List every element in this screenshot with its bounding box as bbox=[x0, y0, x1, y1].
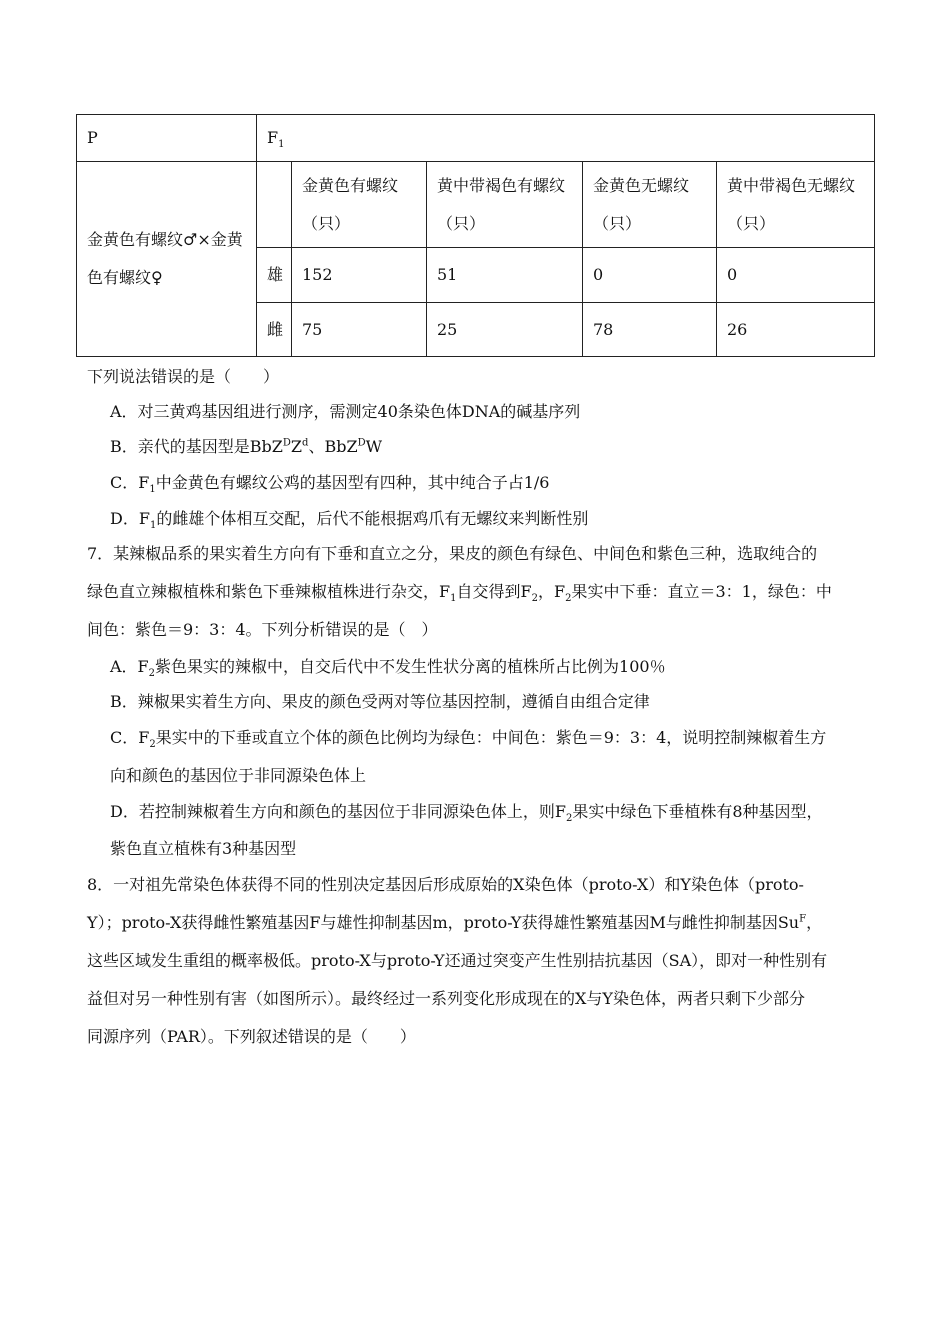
q7-text: 果实中下垂：直立＝3：1，绿色：中 bbox=[571, 582, 832, 601]
p-cross-cell bbox=[77, 162, 257, 357]
table-cell: 0 bbox=[583, 248, 717, 303]
q6-option-c bbox=[110, 470, 950, 496]
q6-stem: 下列说法错误的是（ ） bbox=[87, 367, 280, 386]
q6-d-text: D．F bbox=[110, 509, 150, 528]
table-cell: 152 bbox=[292, 248, 427, 303]
table-cell: 26 bbox=[717, 303, 875, 357]
f1-header-sub: 1 bbox=[278, 139, 285, 151]
q7-a-sub: 2 bbox=[148, 668, 156, 680]
table-cell: 25 bbox=[427, 303, 583, 357]
table-cell: 78 bbox=[583, 303, 717, 357]
table-cell: 51 bbox=[427, 248, 583, 303]
q7-option-c bbox=[110, 725, 950, 751]
q6-option-d bbox=[110, 506, 950, 532]
col-header-1: 金黄色有螺纹（只） bbox=[292, 162, 427, 248]
q6-option-a: A．对三黄鸡基因组进行测序，需测定40条染色体DNA的碱基序列 bbox=[110, 402, 581, 421]
q7-c-text: C．F bbox=[110, 728, 150, 747]
q7-c-text: 果实中的下垂或直立个体的颜色比例均为绿色：中间色：紫色＝9：3：4，说明控制辣椒着生方 bbox=[155, 728, 827, 747]
table-cell: 75 bbox=[292, 303, 427, 357]
col-header-4: 黄中带褐色无螺纹（只） bbox=[717, 162, 875, 248]
q6-b-sup: D bbox=[357, 437, 366, 449]
q7-d-text: D．若控制辣椒着生方向和颜色的基因位于非同源染色体上，则F bbox=[110, 802, 566, 821]
q6-d-sub: 1 bbox=[149, 520, 157, 532]
cross-result-table bbox=[76, 114, 875, 357]
p-header: P bbox=[87, 128, 98, 147]
q8-sup: F bbox=[799, 913, 807, 925]
col-header-2: 黄中带褐色有螺纹（只） bbox=[427, 162, 583, 248]
q7-sub: 1 bbox=[450, 593, 457, 605]
q7-option-d bbox=[110, 799, 950, 825]
p-header-cell bbox=[77, 115, 257, 162]
q7-line-1: 7．某辣椒品系的果实着生方向有下垂和直立之分，果皮的颜色有绿色、中间色和紫色三种，选取纯合的 bbox=[87, 544, 818, 563]
q6-b-sup: d bbox=[302, 437, 309, 449]
table-cell: 0 bbox=[717, 248, 875, 303]
q7-c-sub: 2 bbox=[149, 739, 156, 751]
q8-line-5: 同源序列（PAR）。下列叙述错误的是（ ） bbox=[87, 1027, 416, 1046]
q7-a-text: A．F bbox=[110, 657, 149, 676]
q8-text: Y）；proto-X获得雌性繁殖基因F与雄性抑制基因m，proto-Y获得雄性繁殖基因M与雌性抑制基因Su bbox=[87, 913, 800, 932]
f1-header: F bbox=[267, 128, 279, 147]
q7-sub: 2 bbox=[531, 593, 538, 605]
q7-option-a bbox=[110, 654, 950, 680]
q7-d-text: 果实中绿色下垂植株有8种基因型， bbox=[572, 802, 823, 821]
q7-sub: 2 bbox=[565, 593, 572, 605]
q8-text: ， bbox=[806, 913, 823, 932]
q7-text: 自交得到F bbox=[456, 582, 532, 601]
q6-option-b bbox=[110, 434, 950, 457]
q6-b-text: W bbox=[365, 437, 383, 456]
blank-corner-cell bbox=[257, 162, 292, 248]
q7-d-sub: 2 bbox=[565, 813, 573, 825]
q7-option-d-line-2: 紫色直立植株有3种基因型 bbox=[110, 839, 297, 858]
q8-line-1: 8．一对祖先常染色体获得不同的性别决定基因后形成原始的X染色体（proto-X）和Y染色体（proto- bbox=[87, 875, 804, 894]
q7-line-2 bbox=[87, 579, 950, 605]
q8-line-4: 益但对另一种性别有害（如图所示）。最终经过一系列变化形成现在的X与Y染色体，两者只剩下少部分 bbox=[87, 989, 805, 1008]
q6-b-text: B．亲代的基因型是BbZ bbox=[110, 437, 283, 456]
q8-line-3: 这些区域发生重组的概率极低。proto-X与proto-Y还通过突变产生性别拮抗基因（SA），即对一种性别有 bbox=[87, 951, 828, 970]
q6-c-sub: 1 bbox=[149, 484, 156, 496]
q6-b-text: Z bbox=[290, 437, 303, 456]
q7-a-text: 紫色果实的辣椒中，自交后代中不发生性状分离的植株所占比例为100％ bbox=[155, 657, 666, 676]
q6-b-sup: D bbox=[282, 437, 291, 449]
q6-d-text: 的雌雄个体相互交配，后代不能根据鸡爪有无螺纹来判断性别 bbox=[156, 509, 589, 528]
q8-line-2 bbox=[87, 910, 950, 933]
q7-line-3: 间色：紫色＝9：3：4。下列分析错误的是（ ） bbox=[87, 620, 438, 639]
p-cross-text: 金黄色有螺纹♂×金黄色有螺纹♀ bbox=[87, 230, 243, 287]
sex-cell-female: 雌 bbox=[257, 303, 292, 357]
q7-option-b: B．辣椒果实着生方向、果皮的颜色受两对等位基因控制，遵循自由组合定律 bbox=[110, 692, 650, 711]
q7-text: ，F bbox=[537, 582, 566, 601]
q7-option-c-line-2: 向和颜色的基因位于非同源染色体上 bbox=[110, 766, 367, 785]
sex-cell-male: 雄 bbox=[257, 248, 292, 303]
q6-c-text: 中金黄色有螺纹公鸡的基因型有四种，其中纯合子占1/6 bbox=[155, 473, 550, 492]
f1-header-cell bbox=[257, 115, 875, 162]
col-header-3: 金黄色无螺纹（只） bbox=[583, 162, 717, 248]
q6-b-text: 、BbZ bbox=[308, 437, 358, 456]
q6-c-text: C．F bbox=[110, 473, 150, 492]
q7-text: 绿色直立辣椒植株和紫色下垂辣椒植株进行杂交，F bbox=[87, 582, 451, 601]
